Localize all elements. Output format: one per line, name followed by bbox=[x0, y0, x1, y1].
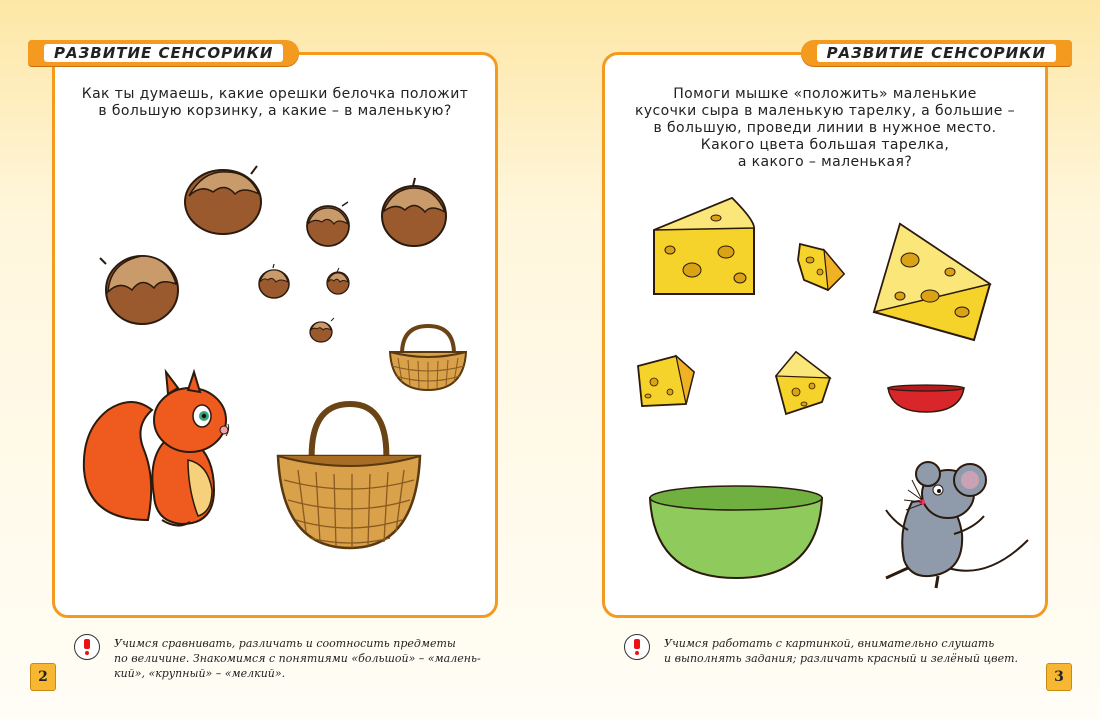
hazelnut-icon[interactable] bbox=[307, 318, 335, 344]
left-note-line: кий», «крупный» – «мелкий». bbox=[114, 667, 286, 680]
note-badge-icon bbox=[74, 634, 100, 660]
right-section-title: РАЗВИТИЕ СЕНСОРИКИ bbox=[801, 40, 1072, 66]
squirrel-icon[interactable] bbox=[78, 370, 238, 532]
page-number-right: 3 bbox=[1046, 663, 1072, 691]
cheese-icon[interactable] bbox=[870, 212, 994, 342]
page-number-left: 2 bbox=[30, 663, 56, 691]
hazelnut-icon[interactable] bbox=[325, 268, 351, 296]
right-question-line: кусочки сыра в маленькую тарелку, а большие – bbox=[635, 103, 1015, 119]
right-question-line: а какого – маленькая? bbox=[737, 154, 913, 170]
cheese-icon[interactable] bbox=[772, 350, 834, 416]
right-page bbox=[550, 0, 1100, 719]
big-basket-icon[interactable] bbox=[272, 400, 426, 552]
hazelnut-icon[interactable] bbox=[183, 160, 265, 238]
left-question-line: в большую корзинку, а какие – в маленькую? bbox=[98, 103, 452, 119]
right-note-line: и выполнять задания; различать красный и зелёный цвет. bbox=[664, 652, 1019, 665]
cheese-icon[interactable] bbox=[652, 194, 756, 298]
left-question-line: Как ты думаешь, какие орешки белочка положит bbox=[81, 86, 469, 102]
right-question-line: в большую, проведи линии в нужное место. bbox=[653, 120, 997, 136]
hazelnut-icon[interactable] bbox=[98, 244, 184, 328]
left-note bbox=[114, 636, 494, 681]
cheese-icon[interactable] bbox=[634, 352, 696, 410]
right-note-line: Учимся работать с картинкой, внимательно слушать bbox=[664, 637, 995, 650]
small-basket-icon[interactable] bbox=[386, 324, 470, 394]
mouse-icon[interactable] bbox=[878, 450, 1030, 590]
left-question bbox=[70, 86, 480, 120]
right-note bbox=[664, 636, 1054, 666]
left-note-line: по величине. Знакомимся с понятиями «большой» – «малень- bbox=[114, 652, 481, 665]
cheese-icon[interactable] bbox=[794, 240, 846, 292]
big-bowl-icon[interactable] bbox=[648, 484, 824, 580]
left-section-title: РАЗВИТИЕ СЕНСОРИКИ bbox=[28, 40, 299, 66]
hazelnut-icon[interactable] bbox=[256, 264, 292, 300]
hazelnut-icon[interactable] bbox=[304, 200, 352, 248]
hazelnut-icon[interactable] bbox=[379, 178, 449, 250]
right-question-line: Помоги мышке «положить» маленькие bbox=[673, 86, 977, 102]
note-badge-icon bbox=[624, 634, 650, 660]
right-question-line: Какого цвета большая тарелка, bbox=[700, 137, 950, 153]
left-note-line: Учимся сравнивать, различать и соотносить предметы bbox=[114, 637, 456, 650]
right-question bbox=[620, 86, 1030, 171]
small-bowl-icon[interactable] bbox=[886, 384, 966, 414]
